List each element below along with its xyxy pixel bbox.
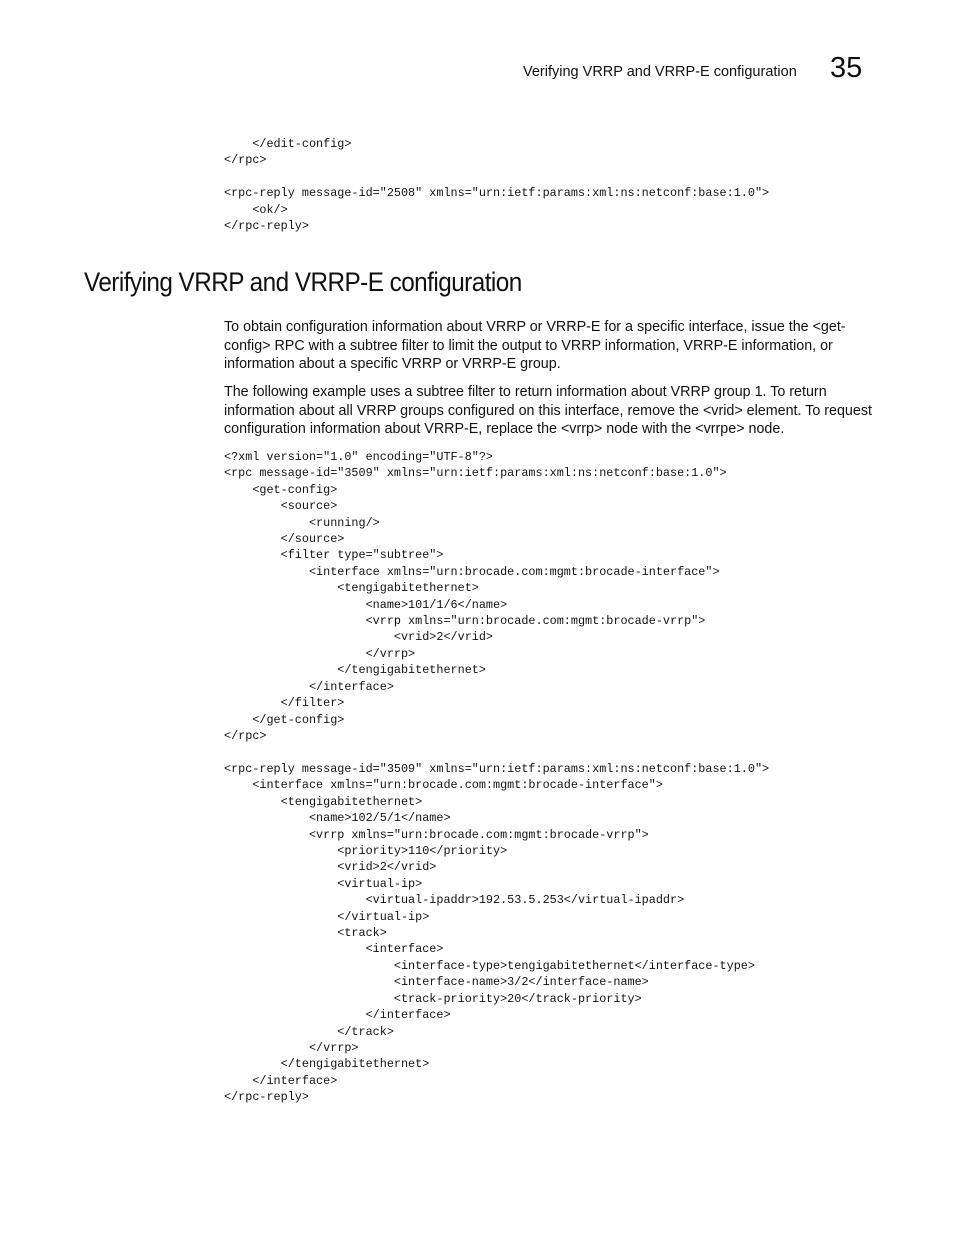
section-title: Verifying VRRP and VRRP-E configuration	[84, 267, 522, 297]
chapter-number: 35	[830, 52, 863, 84]
code-block-get-config-request: <?xml version="1.0" encoding="UTF-8"?> <rpc message-id="3509" xmlns="urn:ietf:params:xml:ns:netconf:base:1.0"> <get-config> <source> <running/> </source> <filter type="subtree"> <interface xmlns="urn:brocade.com:mgmt:brocade-interface"> <tengigabitethernet> <name>101/1/6</name> <vrrp xmlns="urn:brocade.com:mgmt:brocade-vrrp"> <vrid>2</vrid> </vrrp> </tengigabitethernet> </interface> </filter> </get-config> </rpc>	[224, 450, 727, 743]
code-block-get-config-reply: <rpc-reply message-id="3509" xmlns="urn:ietf:params:xml:ns:netconf:base:1.0"> <interface xmlns="urn:brocade.com:mgmt:brocade-interface"> <tengigabitethernet> <name>102/5/1</name> <vrrp xmlns="urn:brocade.com:mgmt:brocade-vrrp"> <priority>110</priority> <vrid>2</vrid> <virtual-ip> <virtual-ipaddr>192.53.5.253</virtual-ipaddr> </virtual-ip> <track> <interface> <interface-type>tengigabitethernet</interface-type> <interface-name>3/2</interface-name> <track-priority>20</track-priority> </interface> </track> </vrrp> </tengigabitethernet> </interface> </rpc-reply>	[224, 762, 770, 1105]
code-block-edit-config-reply: </edit-config> </rpc> <rpc-reply message-id="2508" xmlns="urn:ietf:params:xml:ns:netconf:base:1.0"> <ok/> </rpc-reply>	[224, 137, 770, 234]
intro-paragraph: To obtain configuration information about VRRP or VRRP-E for a specific interface, issue the <get-config> RPC with a subtree filter to limit the output to VRRP information, VRRP-E information, or information about a specific VRRP or VRRP-E group.	[224, 319, 846, 373]
running-head-title: Verifying VRRP and VRRP-E configuration	[523, 64, 797, 80]
example-paragraph: The following example uses a subtree filter to return information about VRRP group 1. To return information about all VRRP groups configured on this interface, remove the <vrid> element. To request configuration information about VRRP-E, replace the <vrrp> node with the <vrrpe> node.	[224, 384, 872, 438]
